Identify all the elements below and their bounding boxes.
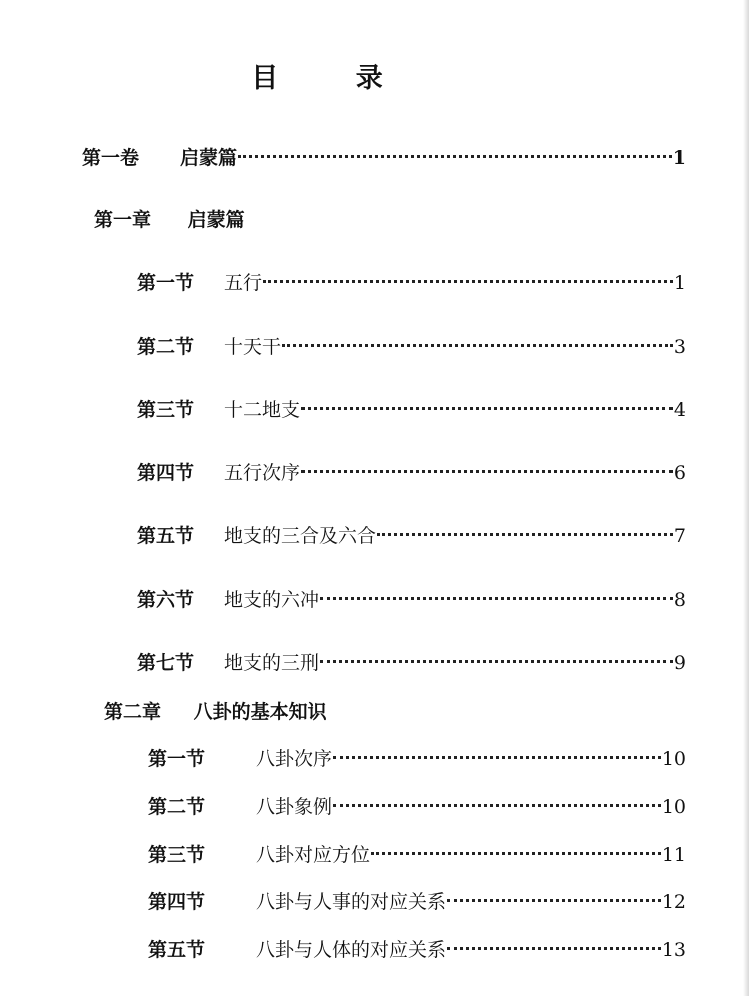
page-number: 6 bbox=[673, 462, 686, 484]
section-number: 第六节 bbox=[137, 589, 195, 611]
chapter-title: 八卦的基本知识 bbox=[193, 701, 327, 723]
toc-volume-row[interactable] bbox=[82, 143, 686, 170]
page-number: 13 bbox=[661, 939, 686, 961]
section-number: 第七节 bbox=[137, 652, 195, 674]
leader-dots bbox=[333, 756, 661, 759]
toc-section-row[interactable] bbox=[137, 585, 686, 612]
volume-title: 启蒙篇 bbox=[180, 147, 238, 169]
leader-dots bbox=[371, 852, 661, 855]
toc-section-row[interactable] bbox=[148, 935, 686, 962]
section-title: 地支的六冲 bbox=[224, 589, 320, 611]
section-number: 第一节 bbox=[137, 272, 195, 294]
page-edge-shadow bbox=[743, 0, 749, 996]
toc-section-row[interactable] bbox=[137, 268, 686, 295]
page-number: 4 bbox=[673, 399, 686, 421]
leader-dots bbox=[320, 597, 673, 600]
page-title: 目 录 bbox=[251, 63, 417, 94]
page-number: 7 bbox=[673, 525, 686, 547]
toc-section-row[interactable] bbox=[137, 395, 686, 422]
toc-section-row[interactable] bbox=[148, 792, 686, 819]
page-number: 10 bbox=[661, 748, 686, 770]
toc-section-row[interactable] bbox=[148, 887, 686, 914]
chapter-heading-1[interactable] bbox=[94, 205, 245, 232]
leader-dots bbox=[333, 804, 661, 807]
chapter-heading-2[interactable] bbox=[104, 697, 327, 724]
section-title: 八卦与人事的对应关系 bbox=[256, 891, 447, 913]
toc-section-row[interactable] bbox=[137, 332, 686, 359]
page-number: 9 bbox=[673, 652, 686, 674]
toc-section-row[interactable] bbox=[148, 744, 686, 771]
section-number: 第一节 bbox=[148, 748, 206, 770]
leader-dots bbox=[320, 660, 673, 663]
toc-section-row[interactable] bbox=[137, 458, 686, 485]
section-number: 第四节 bbox=[148, 891, 206, 913]
page-number: 3 bbox=[673, 336, 686, 358]
page-number: 1 bbox=[673, 272, 686, 294]
leader-dots bbox=[238, 155, 672, 158]
section-title: 五行次序 bbox=[224, 462, 301, 484]
chapter-title: 启蒙篇 bbox=[187, 209, 245, 231]
section-number: 第五节 bbox=[148, 939, 206, 961]
section-number: 第二节 bbox=[137, 336, 195, 358]
section-title: 五行 bbox=[224, 272, 263, 294]
page-number: 10 bbox=[661, 796, 686, 818]
leader-dots bbox=[301, 470, 673, 473]
toc-section-row[interactable] bbox=[148, 840, 686, 867]
page-number: 12 bbox=[661, 891, 686, 913]
section-title: 八卦与人体的对应关系 bbox=[256, 939, 447, 961]
leader-dots bbox=[447, 947, 661, 950]
leader-dots bbox=[377, 533, 673, 536]
section-title: 十二地支 bbox=[224, 399, 301, 421]
section-number: 第四节 bbox=[137, 462, 195, 484]
leader-dots bbox=[282, 344, 673, 347]
section-title: 八卦象例 bbox=[256, 796, 333, 818]
section-title: 地支的三合及六合 bbox=[224, 525, 377, 547]
toc-section-row[interactable] bbox=[137, 521, 686, 548]
chapter-number: 第二章 bbox=[104, 701, 162, 723]
volume-number: 第一卷 bbox=[82, 147, 140, 169]
leader-dots bbox=[301, 407, 673, 410]
page-number: 8 bbox=[673, 589, 686, 611]
page-number: 1 bbox=[672, 147, 686, 169]
section-title: 八卦次序 bbox=[256, 748, 333, 770]
toc-section-row[interactable] bbox=[137, 648, 686, 675]
section-number: 第三节 bbox=[148, 844, 206, 866]
page-number: 11 bbox=[661, 844, 686, 866]
chapter-number: 第一章 bbox=[94, 209, 152, 231]
section-number: 第二节 bbox=[148, 796, 206, 818]
section-title: 八卦对应方位 bbox=[256, 844, 371, 866]
leader-dots bbox=[263, 280, 673, 283]
section-title: 地支的三刑 bbox=[224, 652, 320, 674]
leader-dots bbox=[447, 899, 661, 902]
section-number: 第三节 bbox=[137, 399, 195, 421]
section-title: 十天干 bbox=[224, 336, 282, 358]
section-number: 第五节 bbox=[137, 525, 195, 547]
